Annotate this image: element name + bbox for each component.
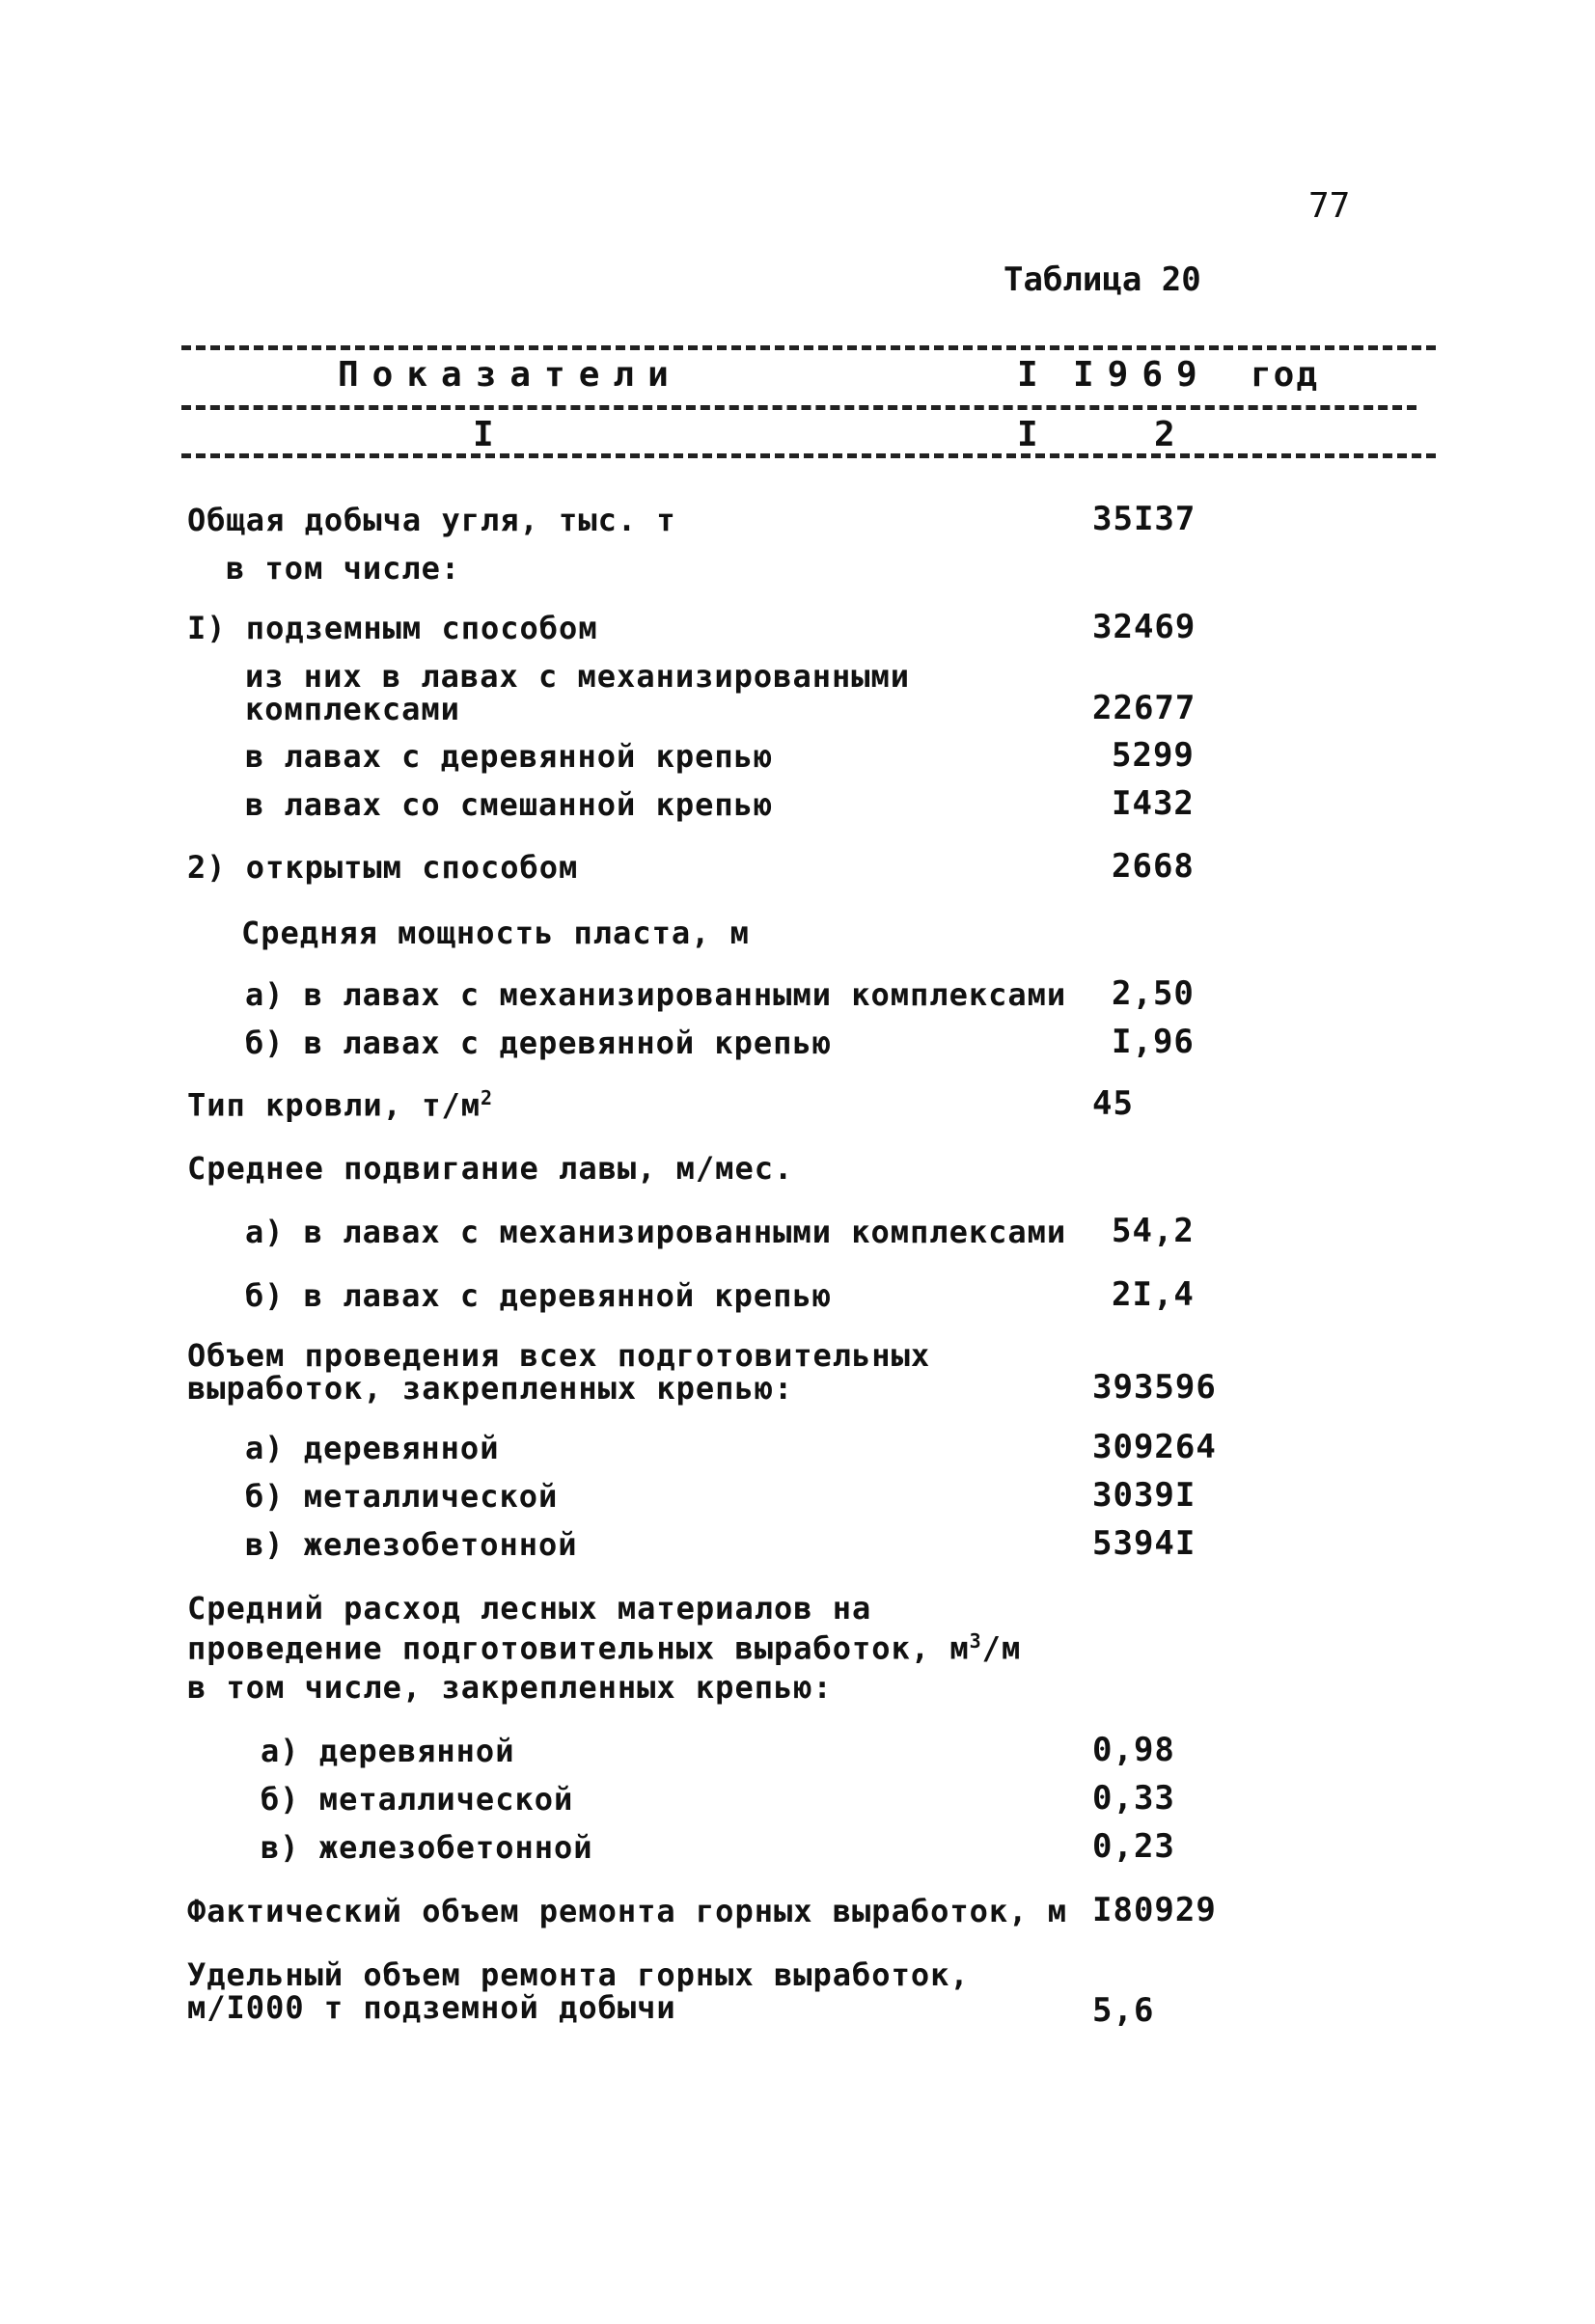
- row-value: 0,23: [1092, 1827, 1175, 1866]
- row-label: в) железобетонной: [245, 1526, 578, 1563]
- row-value: 32469: [1092, 608, 1196, 646]
- row-label: 2) открытым способом: [187, 849, 579, 886]
- column-title-year-unit: год: [1251, 355, 1320, 395]
- row-label: Фактический объем ремонта горных выработок, м: [187, 1893, 1067, 1929]
- row-value: 0,33: [1092, 1779, 1175, 1818]
- row-label: а) в лавах с механизированными комплексами: [245, 1214, 1067, 1250]
- row-label: б) в лавах с деревянной крепью: [245, 1025, 832, 1061]
- row-label: б) металлической: [245, 1478, 559, 1515]
- row-value: I80929: [1092, 1891, 1217, 1929]
- column-title-indicators: Показатели: [338, 355, 682, 395]
- row-label: а) в лавах с механизированными комплексами: [245, 976, 1067, 1013]
- row-value: 5,6: [1092, 1991, 1155, 2030]
- row-value: 35I37: [1092, 500, 1196, 538]
- column-separator-2: I: [1017, 415, 1040, 454]
- row-value: 54,2: [1112, 1212, 1195, 1250]
- row-label: Объем проведения всех подготовительных выработок, закрепленных крепью:: [187, 1337, 931, 1407]
- row-label: в) железобетонной: [261, 1829, 593, 1866]
- row-label: [187, 1086, 493, 1124]
- column-title-year: I969: [1073, 355, 1211, 395]
- row-value: 2,50: [1112, 974, 1195, 1013]
- header-rule-middle: [181, 405, 1416, 410]
- header-rule-top: [181, 345, 1436, 350]
- table-caption: Таблица 20: [1004, 260, 1201, 299]
- row-label: [187, 1592, 1056, 1665]
- header-rule-bottom: [181, 453, 1436, 458]
- row-label: а) деревянной: [261, 1733, 515, 1769]
- row-label: в лавах со смешанной крепью: [245, 786, 774, 823]
- row-label: из них в лавах с механизированными комплексами: [245, 658, 911, 727]
- page-number: 77: [1308, 186, 1351, 226]
- row-value: I,96: [1112, 1023, 1195, 1061]
- row-label: б) металлической: [261, 1781, 574, 1818]
- column-number-1: I: [473, 415, 496, 454]
- row-label: Средняя мощность пласта, м: [241, 915, 750, 951]
- row-label: Среднее подвигание лавы, м/мес.: [187, 1150, 794, 1187]
- row-value: 45: [1092, 1084, 1134, 1123]
- row-label-tail: /м: [981, 1629, 1022, 1667]
- row-value: 3039I: [1092, 1476, 1196, 1515]
- row-value: I432: [1112, 784, 1195, 823]
- column-separator: I: [1017, 355, 1040, 395]
- row-value: 0,98: [1092, 1731, 1175, 1769]
- row-value: 2668: [1112, 847, 1195, 886]
- row-label-superscript: 3: [969, 1629, 982, 1653]
- row-label: б) в лавах с деревянной крепью: [245, 1277, 832, 1314]
- column-number-2: 2: [1154, 415, 1177, 454]
- row-label: в том числе:: [226, 550, 461, 587]
- row-label: в лавах с деревянной крепью: [245, 738, 774, 775]
- row-label: I) подземным способом: [187, 610, 598, 646]
- row-label: в том числе, закрепленных крепью:: [187, 1669, 833, 1706]
- row-value: 22677: [1092, 689, 1196, 727]
- row-value: 5394I: [1092, 1524, 1196, 1563]
- row-label-text: Средний расход лесных материалов на проведение подготовительных выработок, м: [187, 1590, 970, 1667]
- row-value: 309264: [1092, 1428, 1217, 1466]
- row-label: а) деревянной: [245, 1430, 500, 1466]
- row-value: 5299: [1112, 736, 1195, 775]
- row-label: Общая добыча угля, тыс. т: [187, 502, 676, 538]
- row-label-text: Тип кровли, т/м: [187, 1086, 481, 1124]
- row-label: Удельный объем ремонта горных выработок, м/I000 т подземной добычи: [187, 1956, 970, 2026]
- row-value: 2I,4: [1112, 1275, 1195, 1314]
- row-value: 393596: [1092, 1368, 1217, 1407]
- row-label-superscript: 2: [480, 1086, 494, 1109]
